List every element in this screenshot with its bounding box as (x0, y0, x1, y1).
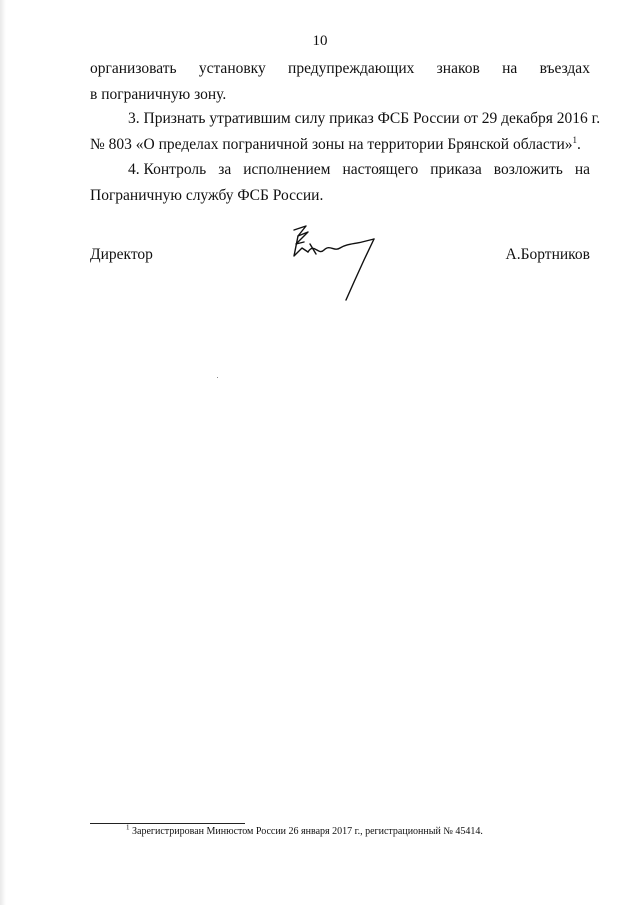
paragraph-4 (90, 157, 590, 209)
paragraph-line: Пограничную службу ФСБ России. (90, 187, 324, 204)
word: на (574, 161, 590, 178)
word: приказа (430, 161, 482, 178)
scan-speck (217, 377, 218, 378)
paragraph-line: в пограничную зону. (90, 86, 227, 103)
paragraph-line: 3. Признать утратившим силу приказ ФСБ России от 29 декабря 2016 г. (128, 110, 601, 127)
signatory-title: Директор (90, 246, 153, 263)
paragraph-line (90, 157, 590, 183)
paragraph-line (90, 132, 590, 158)
word: предупреждающих (288, 60, 415, 77)
word: за (218, 161, 232, 178)
handwritten-signature (284, 222, 384, 304)
footnote-marker: 1 (126, 823, 130, 832)
word: организовать (90, 60, 177, 77)
word: знаков (436, 60, 480, 77)
paragraph-3 (90, 106, 601, 158)
word: установку (198, 60, 266, 77)
paragraph-continuation (90, 56, 590, 108)
footnote (126, 823, 483, 837)
footnote-reference: 1 (572, 134, 578, 145)
signatory-name: А.Бортников (505, 246, 590, 263)
word: исполнением (243, 161, 331, 178)
paragraph-text-end: . (577, 136, 581, 153)
scan-edge (0, 0, 6, 905)
word: настоящего (342, 161, 419, 178)
word: возложить (493, 161, 563, 178)
paragraph-text: № 803 «О пределах пограничной зоны на территории Брянской области» (90, 136, 573, 153)
page-number: 10 (312, 33, 328, 49)
word: въездах (539, 60, 590, 77)
footnote-text: Зарегистрирован Минюстом России 26 января 2017 г., регистрационный № 45414. (132, 826, 483, 837)
paragraph-line (90, 56, 590, 82)
word: 4. Контроль (128, 161, 207, 178)
word: на (502, 60, 518, 77)
footnote-divider (90, 823, 245, 824)
